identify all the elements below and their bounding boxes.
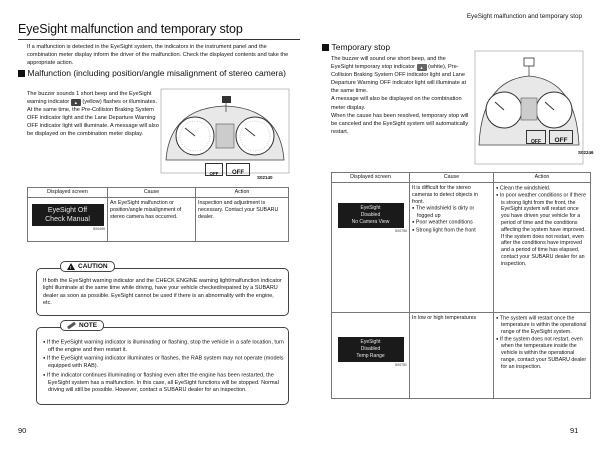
pencil-icon — [67, 322, 76, 330]
table-row — [332, 183, 591, 313]
malfunction-table — [27, 187, 289, 242]
warning-triangle-icon: ! — [67, 263, 75, 270]
section-square-icon — [18, 70, 25, 77]
list-item: ● If the system does not restart, even when the temperature inside the vehicle is within the operational range, contact your SUBARU dealer for an inspection. — [496, 336, 588, 370]
action-list — [496, 315, 588, 370]
col-displayed-screen: Displayed screen — [28, 188, 108, 198]
displayed-screen-cell — [332, 183, 410, 313]
screen-image: EyeSight Off Check Manual — [32, 204, 104, 226]
action-cell — [494, 183, 591, 313]
screen-code: S00750 — [394, 229, 407, 233]
list-item: ● Poor weather conditions — [412, 219, 491, 226]
temporary-stop-table — [331, 172, 591, 399]
table-header-row — [28, 188, 289, 198]
list-item: ● If the indicator continues illuminating or flashing even after the engine has been restarted, the EyeSight system has a malfunction. In this case, all EyeSight functions will be stopped. Normal driving will still be possible. However, contact a SUBARU dealer for an inspection. — [43, 371, 284, 395]
off-indicator-group — [205, 163, 250, 176]
cause-cell: An EyeSight malfunction or position/angle misalignment of stereo camera has occurred. — [108, 198, 196, 242]
right-page — [300, 0, 600, 450]
displayed-screen-cell — [28, 198, 108, 242]
off-indicator-group — [526, 130, 573, 144]
pre-collision-off-icon: OFF — [205, 163, 223, 176]
col-action: Action — [494, 173, 591, 183]
screen-code: S00751 — [394, 363, 407, 367]
table-row — [28, 198, 289, 242]
page-title: EyeSight malfunction and temporary stop — [18, 22, 243, 36]
running-head: EyeSight malfunction and temporary stop — [466, 13, 582, 20]
caution-text: If both the EyeSight warning indicator and the CHECK ENGINE warning light/malfunction indicator light illuminate at the same time while driving, have your vehicle checked/repaired by a SUBARU dealer as soon as possible. EyeSight cannot be used if there is an abnormality with the engine, etc. — [43, 278, 282, 307]
action-list — [496, 185, 588, 268]
col-action: Action — [196, 188, 289, 198]
page-number-right: 91 — [570, 426, 579, 435]
col-cause: Cause — [410, 173, 494, 183]
list-item: ● The system will restart once the temperature is within the operational range of the EyeSight system. — [496, 315, 588, 336]
malfunction-text: The buzzer sounds 1 short beep and the EyeSight warning indicator ▲ (yellow) flashes or illuminates. At the same time, the Pre-Collision Braking System OFF indicator light and the Lane Departure Warning OFF indicator light will illuminate. A message will also be displayed on the combination meter display. — [27, 91, 159, 138]
lane-departure-off-icon: OFF — [549, 130, 573, 144]
intro-paragraph: If a malfunction is detected in the EyeSight system, the indicators in the instrument panel and the combination meter display inform the driver of the malfunction. Check the displayed contents and take the appropriate action. — [27, 44, 289, 66]
note-box — [36, 327, 289, 405]
instrument-cluster-illustration — [474, 50, 584, 165]
lane-departure-off-icon: OFF — [226, 163, 250, 176]
instrument-cluster-illustration — [160, 88, 290, 174]
table-header-row — [332, 173, 591, 183]
screen-image: EyeSight Disabled Temp Range — [338, 337, 404, 362]
displayed-screen-cell — [332, 313, 410, 399]
col-cause: Cause — [108, 188, 196, 198]
pre-collision-off-icon: OFF — [526, 130, 546, 144]
list-item: ● The windshield is dirty or fogged up — [412, 205, 491, 219]
table-row — [332, 313, 591, 399]
figure-id: S02246 — [578, 150, 594, 155]
figure-id: S02140 — [257, 175, 273, 180]
screen-code: S00499 — [92, 227, 105, 231]
list-item: ● If the EyeSight warning indicator illuminates or flashes, the RAB system may not operate (models equipped with RAB). — [43, 354, 284, 370]
cause-list — [412, 205, 491, 234]
temporary-stop-icon: ▲ — [417, 64, 427, 71]
list-item: ● If the EyeSight warning indicator is illuminating or flashing, stop the vehicle in a safe location, turn off the engine and then restart it. — [43, 338, 284, 354]
cause-cell: It is difficult for the stereo cameras to detect objects in front. ● The windshield is dirty or fogged up ● Poor weather conditions ● Strong light from the front — [410, 183, 494, 313]
action-cell: Inspection and adjustment is necessary. Contact your SUBARU dealer. — [196, 198, 289, 242]
list-item: ● Strong light from the front — [412, 227, 491, 234]
page-number-left: 90 — [18, 426, 27, 435]
action-cell — [494, 313, 591, 399]
list-item: ● Clean the windshield. — [496, 185, 588, 192]
caution-box — [36, 268, 289, 316]
temporary-stop-heading: Temporary stop — [322, 42, 390, 53]
col-displayed-screen: Displayed screen — [332, 173, 410, 183]
cause-cell: In low or high temperatures — [410, 313, 494, 399]
eyesight-warning-icon: ▲ — [71, 99, 81, 106]
malfunction-heading: Malfunction (including position/angle misalignment of stereo camera) — [18, 68, 293, 79]
list-item: ● In poor weather conditions or if there is strong light from the front, the EyeSight system will restart once you have driven your vehicle for a period of time and the conditions affecting the system have improved. If the system does not restart, even after the conditions have improved and a period of time has elapsed, contact your SUBARU dealer for an inspection. — [496, 192, 588, 267]
caution-tag: ! CAUTION — [60, 261, 115, 272]
note-tag: NOTE — [60, 320, 104, 331]
note-list — [43, 338, 284, 394]
screen-image: EyeSight Disabled No Camera View — [338, 203, 404, 228]
title-rule — [18, 39, 300, 40]
section-square-icon — [322, 44, 329, 51]
temporary-stop-text: The buzzer will sound one short beep, and the EyeSight temporary stop indicator ▲ (white), Pre-Collision Braking System OFF indicator light and Lane Departure Warning OFF indicator light will illuminate at the same time. A message will also be displayed on the combination meter display. When the cause has been resolved, temporary stop will be canceled and the EyeSight system will automatically restart. — [331, 56, 469, 135]
